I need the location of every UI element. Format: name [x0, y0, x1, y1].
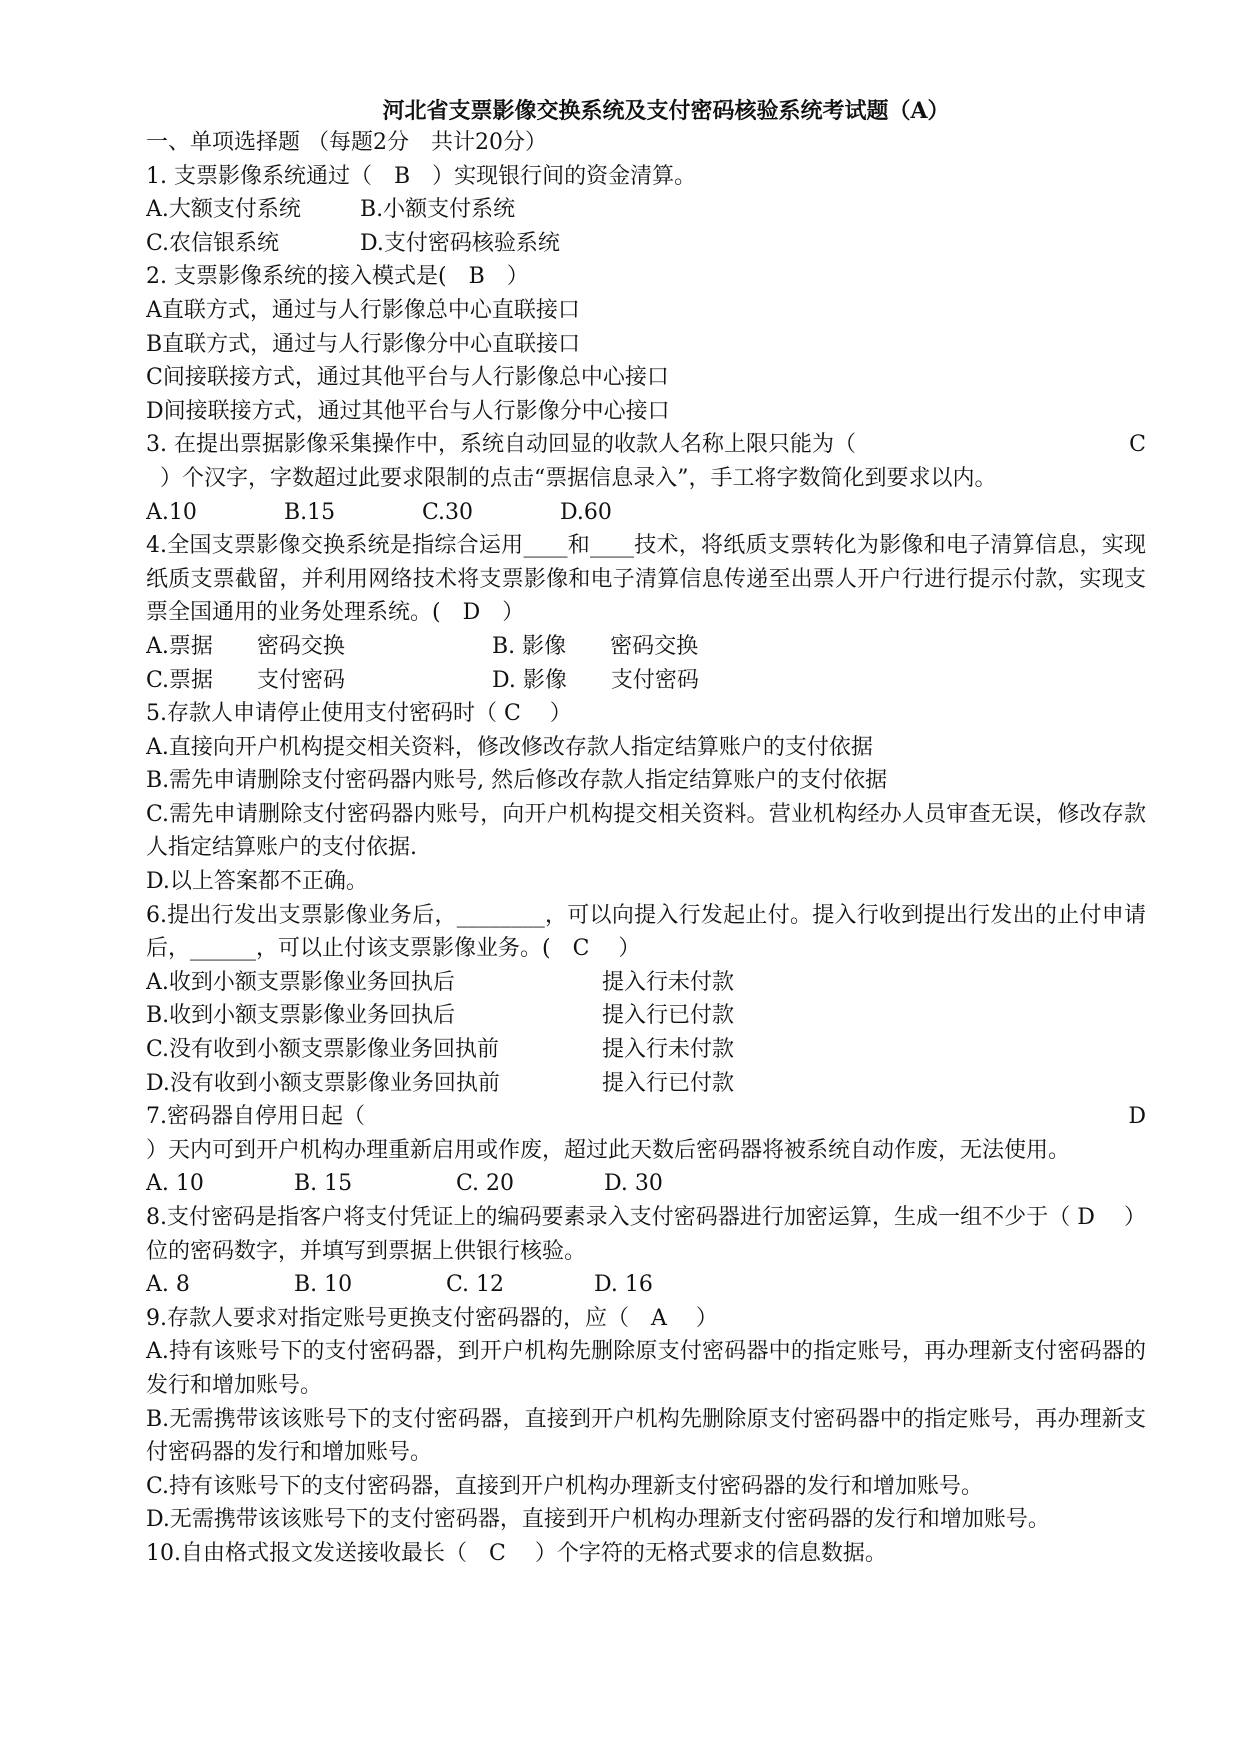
question-5-option-a: A.直接向开户机构提交相关资料，修改修改存款人指定结算账户的支付依据	[146, 734, 873, 760]
question-3-stem-left: 3. 在提出票据影像采集操作中，系统自动回显的收款人名称上限只能为（	[146, 432, 856, 458]
question-8-option-d: D. 16	[594, 1272, 653, 1298]
question-3-answer: C	[1129, 432, 1146, 458]
question-7-option-c: C. 20	[456, 1171, 515, 1197]
question-7-option-b: B. 15	[294, 1171, 353, 1197]
question-3-stem	[146, 428, 1146, 462]
question-6-option-b-right: 提入行已付款	[602, 1003, 735, 1029]
question-8-stem: 8.支付密码是指客户将支付凭证上的编码要素录入支付密码器进行加密运算，生成一组不少于（ D ）位的密码数字，并填写到票据上供银行核验。	[146, 1205, 1146, 1264]
question-6-option-a	[146, 966, 1146, 1000]
question-4-option-d: D. 影像 支付密码	[492, 667, 699, 693]
question-10-stem: 10.自由格式报文发送接收最长（ C ）个字符的无格式要求的信息数据。	[146, 1540, 887, 1566]
question-9-option-a: A.持有该账号下的支付密码器，到开户机构先删除原支付密码器中的指定账号，再办理新支付密码器的发行和增加账号。	[146, 1339, 1146, 1398]
question-5-option-c: C.需先申请删除支付密码器内账号，向开户机构提交相关资料。营业机构经办人员审查无误，修改存款人指定结算账户的支付依据.	[146, 801, 1146, 861]
question-5-option-b: B.需先申请删除支付密码器内账号, 然后修改存款人指定结算账户的支付依据	[146, 768, 888, 794]
question-4-option-a: A.票据 密码交换	[146, 633, 345, 659]
question-6-stem: 6.提出行发出支票影像业务后，________，可以向提入行发起止付。提入行收到提出行发出的止付申请后，______，可以止付该支票影像业务。( C ）	[146, 902, 1146, 962]
question-6-option-a-right: 提入行未付款	[602, 969, 735, 995]
question-2-option-c: C间接联接方式，通过其他平台与人行影像总中心接口	[146, 365, 669, 391]
question-9-stem: 9.存款人要求对指定账号更换支付密码器的，应（ A ）	[146, 1305, 718, 1331]
question-8-option-a: A. 8	[146, 1272, 190, 1298]
question-7-answer: D	[1128, 1104, 1146, 1130]
question-6-option-b-left: B.收到小额支票影像业务回执后	[146, 1003, 456, 1029]
question-1-option-a: A.大额支付系统	[146, 197, 301, 223]
question-6-option-a-left: A.收到小额支票影像业务回执后	[146, 969, 455, 995]
question-7-stem-continued: ）天内可到开户机构办理重新启用或作废，超过此天数后密码器将被系统自动作废，无法使用。	[146, 1137, 1071, 1163]
question-2-option-d: D间接联接方式，通过其他平台与人行影像分中心接口	[146, 398, 670, 424]
question-7-option-a: A. 10	[146, 1171, 204, 1197]
question-4-options-cd	[146, 664, 1146, 698]
question-6-option-c-left: C.没有收到小额支票影像业务回执前	[146, 1037, 500, 1063]
question-1-option-c: C.农信银系统	[146, 230, 280, 256]
question-2-option-a: A直联方式，通过与人行影像总中心直联接口	[146, 297, 580, 323]
question-6-option-d-left: D.没有收到小额支票影像业务回执前	[146, 1070, 500, 1096]
question-3-option-b: B.15	[284, 499, 336, 525]
question-4-option-c: C.票据 支付密码	[146, 667, 346, 693]
question-1-options-cd	[146, 227, 1146, 261]
document-title: 河北省支票影像交换系统及支付密码核验系统考试题（A）	[382, 98, 950, 124]
question-6-option-d	[146, 1067, 1146, 1101]
question-1-stem: 1. 支票影像系统通过（ B ）实现银行间的资金清算。	[146, 163, 697, 189]
question-2-option-b: B直联方式，通过与人行影像分中心直联接口	[146, 331, 581, 357]
question-1-option-b: B.小额支付系统	[360, 197, 516, 223]
exam-page	[146, 96, 1146, 1571]
question-3-options	[146, 496, 1146, 530]
question-6-option-c-right: 提入行未付款	[602, 1037, 735, 1063]
question-9-option-b: B.无需携带该该账号下的支付密码器，直接到开户机构先删除原支付密码器中的指定账号，再办理新支付密码器的发行和增加账号。	[146, 1406, 1146, 1466]
question-7-stem	[146, 1100, 1146, 1134]
question-9-option-c: C.持有该账号下的支付密码器，直接到开户机构办理新支付密码器的发行和增加账号。	[146, 1473, 984, 1499]
question-4-options-ab	[146, 630, 1146, 664]
question-1-options-ab	[146, 193, 1146, 227]
question-3-option-c: C.30	[422, 499, 474, 525]
question-1-option-d: D.支付密码核验系统	[360, 230, 560, 256]
question-9-option-d: D.无需携带该该账号下的支付密码器，直接到开户机构办理新支付密码器的发行和增加账号。	[146, 1507, 1050, 1533]
question-6-option-c	[146, 1033, 1146, 1067]
question-7-option-d: D. 30	[604, 1171, 663, 1197]
question-8-options	[146, 1268, 1146, 1302]
question-4-stem: 4.全国支票影像交换系统是指综合运用____和____技术，将纸质支票转化为影像和电子清算信息，实现纸质支票截留，并利用网络技术将支票影像和电子清算信息传递至出票人开户行进行提示付款，实现支票全国通用的业务处理系统。( D ）	[146, 533, 1146, 626]
question-5-option-d: D.以上答案都不正确。	[146, 869, 368, 895]
section-heading: 一、单项选择题 （每题2分 共计20分）	[146, 130, 547, 155]
question-2-stem: 2. 支票影像系统的接入模式是( B ）	[146, 264, 529, 290]
question-7-stem-left: 7.密码器自停用日起（	[146, 1104, 365, 1130]
question-4-option-b: B. 影像 密码交换	[492, 633, 699, 659]
question-5-stem: 5.存款人申请停止使用支付密码时（ C ）	[146, 701, 572, 727]
question-3-stem-continued: ）个汉字，字数超过此要求限制的点击“票据信息录入”，手工将字数简化到要求以内。	[160, 465, 997, 491]
question-8-option-b: B. 10	[294, 1272, 353, 1298]
question-6-option-d-right: 提入行已付款	[602, 1070, 735, 1096]
question-8-option-c: C. 12	[446, 1272, 505, 1298]
question-6-option-b	[146, 999, 1146, 1033]
question-3-option-a: A.10	[146, 499, 197, 525]
question-7-options	[146, 1167, 1146, 1201]
question-3-option-d: D.60	[560, 499, 612, 525]
